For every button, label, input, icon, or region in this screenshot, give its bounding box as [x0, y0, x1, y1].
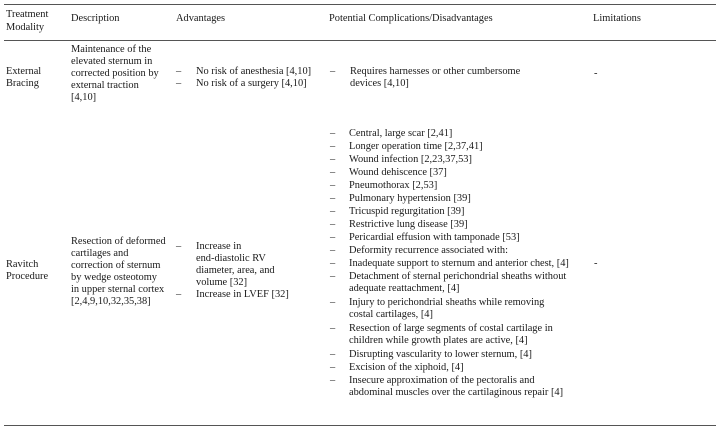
row2-description-line-6: [2,4,9,10,32,35,38] — [71, 296, 151, 307]
row2-comp-bullet-12: – — [330, 271, 336, 282]
row1-description-line-5: [4,10] — [71, 92, 97, 103]
row2-comp-item-4: Wound dehiscence [37] — [349, 167, 447, 178]
row1-comp-item-1-line-2: devices [4,10] — [350, 78, 409, 89]
row2-comp-bullet-6: – — [330, 193, 336, 204]
row2-adv-item-1-line-1: Increase in — [196, 241, 242, 252]
row2-adv-item-1-line-4: volume [32] — [196, 277, 248, 288]
row2-comp-item-14-line-2: children while growth plates are active, [4] — [349, 335, 528, 346]
row2-description-line-1: Resection of deformed — [71, 236, 166, 247]
row2-modality-line-2: Procedure — [6, 271, 49, 282]
row2-adv-item-2: Increase in LVEF [32] — [196, 289, 289, 300]
row2-description-line-2: cartilages and — [71, 248, 129, 259]
row2-comp-item-1: Central, large scar [2,41] — [349, 128, 453, 139]
row2-comp-bullet-3: – — [330, 154, 336, 165]
row2-description-line-3: correction of sternum — [71, 260, 161, 271]
row2-adv-bullet-2: – — [176, 289, 182, 300]
row2-comp-item-12-line-2: adequate reattachment, [4] — [349, 283, 460, 294]
row2-description-line-4: by wedge osteotomy — [71, 272, 157, 283]
row1-description-line-1: Maintenance of the — [71, 44, 152, 55]
table-top-rule — [4, 4, 716, 5]
row2-comp-bullet-7: – — [330, 206, 336, 217]
row2-comp-item-10: Deformity recurrence associated with: — [349, 245, 508, 256]
header-limitations: Limitations — [593, 13, 641, 24]
row2-adv-item-1-line-3: diameter, area, and — [196, 265, 275, 276]
row1-limitations: - — [594, 68, 598, 79]
row1-comp-bullet-1: – — [330, 66, 336, 77]
row2-comp-item-9: Pericardial effusion with tamponade [53] — [349, 232, 520, 243]
row1-modality-line-1: External — [6, 66, 42, 77]
row2-comp-item-16: Excision of the xiphoid, [4] — [349, 362, 464, 373]
row2-comp-item-7: Tricuspid regurgitation [39] — [349, 206, 465, 217]
row2-comp-item-8: Restrictive lung disease [39] — [349, 219, 468, 230]
header-advantages: Advantages — [176, 13, 226, 24]
row2-comp-bullet-14: – — [330, 323, 336, 334]
row1-comp-item-1-line-1: Requires harnesses or other cumbersome — [350, 66, 521, 77]
row1-description-line-3: corrected position by — [71, 68, 159, 79]
header-modality-line-2: Modality — [6, 22, 45, 33]
row2-comp-item-17-line-1: Insecure approximation of the pectoralis and — [349, 375, 535, 386]
row2-comp-item-6: Pulmonary hypertension [39] — [349, 193, 471, 204]
row2-comp-bullet-4: – — [330, 167, 336, 178]
row1-adv-bullet-1: – — [176, 66, 182, 77]
row1-adv-bullet-2: – — [176, 78, 182, 89]
header-complications: Potential Complications/Disadvantages — [329, 13, 493, 24]
row2-comp-bullet-11: – — [330, 258, 336, 269]
row2-comp-item-13-line-1: Injury to perichondrial sheaths while removing — [349, 297, 545, 308]
row2-comp-item-5: Pneumothorax [2,53] — [349, 180, 438, 191]
row2-comp-bullet-1: – — [330, 128, 336, 139]
row1-description-line-2: elevated sternum in — [71, 56, 153, 67]
row1-adv-item-1: No risk of anesthesia [4,10] — [196, 66, 312, 77]
header-description: Description — [71, 13, 120, 24]
row1-modality-line-2: Bracing — [6, 78, 39, 89]
row2-comp-item-17-line-2: abdominal muscles over the cartilaginous repair [4] — [349, 387, 564, 398]
row2-comp-item-11: Inadequate support to sternum and anterior chest, [4] — [349, 258, 569, 269]
row2-comp-bullet-9: – — [330, 232, 336, 243]
row2-comp-bullet-10: – — [330, 245, 336, 256]
header-modality-line-1: Treatment — [6, 9, 49, 20]
row2-comp-item-14-line-1: Resection of large segments of costal cartilage in — [349, 323, 553, 334]
row2-modality-line-1: Ravitch — [6, 259, 39, 270]
row2-comp-item-12-line-1: Detachment of sternal perichondrial sheaths without — [349, 271, 567, 282]
row2-description-line-5: in upper sternal cortex — [71, 284, 165, 295]
row2-limitations: - — [594, 258, 598, 269]
row2-adv-item-1-line-2: end-diastolic RV — [196, 253, 266, 264]
row2-comp-item-2: Longer operation time [2,37,41] — [349, 141, 483, 152]
row2-comp-bullet-16: – — [330, 362, 336, 373]
row2-comp-bullet-13: – — [330, 297, 336, 308]
row2-comp-item-3: Wound infection [2,23,37,53] — [349, 154, 472, 165]
header-bottom-rule — [4, 40, 716, 41]
row2-comp-item-13-line-2: costal cartilages, [4] — [349, 309, 433, 320]
row2-comp-item-15: Disrupting vascularity to lower sternum, [4] — [349, 349, 532, 360]
row1-adv-item-2: No risk of a surgery [4,10] — [196, 78, 307, 89]
row2-comp-bullet-15: – — [330, 349, 336, 360]
row2-adv-bullet-1: – — [176, 241, 182, 252]
row2-comp-bullet-8: – — [330, 219, 336, 230]
table-bottom-rule — [4, 425, 716, 426]
row2-comp-bullet-17: – — [330, 375, 336, 386]
row2-comp-bullet-5: – — [330, 180, 336, 191]
row1-description-line-4: external traction — [71, 80, 139, 91]
row2-comp-bullet-2: – — [330, 141, 336, 152]
